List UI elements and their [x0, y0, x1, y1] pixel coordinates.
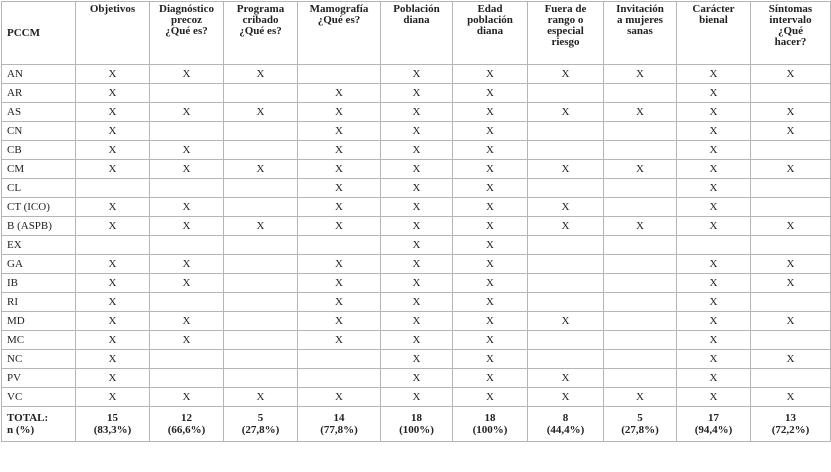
table-cell: X	[528, 217, 604, 236]
table-row	[2, 255, 831, 274]
table-cell: X	[76, 122, 150, 141]
table-cell	[224, 369, 298, 388]
table-cell	[224, 293, 298, 312]
table-cell: X	[76, 65, 150, 84]
table-cell	[528, 255, 604, 274]
table-cell: X	[150, 198, 224, 217]
table-cell	[224, 274, 298, 293]
table-cell: X	[381, 369, 453, 388]
table-cell: X	[381, 331, 453, 350]
table-cell	[751, 369, 831, 388]
table-cell: X	[453, 350, 528, 369]
table-cell: X	[528, 369, 604, 388]
table-cell	[528, 236, 604, 255]
table-cell: X	[453, 198, 528, 217]
table-row	[2, 198, 831, 217]
row-label: CB	[2, 141, 76, 160]
row-label: MC	[2, 331, 76, 350]
table-cell: X	[751, 65, 831, 84]
table-cell: X	[604, 217, 677, 236]
table-cell: X	[381, 274, 453, 293]
row-label: RI	[2, 293, 76, 312]
table-cell	[604, 350, 677, 369]
table-cell: X	[677, 65, 751, 84]
table-cell	[751, 141, 831, 160]
table-row	[2, 293, 831, 312]
table-cell: X	[76, 217, 150, 236]
table-cell	[150, 122, 224, 141]
table-cell	[604, 84, 677, 103]
table-cell	[677, 236, 751, 255]
total-cell: 5 (27,8%)	[604, 407, 677, 442]
table-cell: X	[453, 255, 528, 274]
row-label: AR	[2, 84, 76, 103]
table-cell: X	[453, 160, 528, 179]
table-cell: X	[751, 388, 831, 407]
table-cell: X	[298, 312, 381, 331]
table-cell: X	[453, 369, 528, 388]
table-cell	[604, 255, 677, 274]
table-cell: X	[453, 122, 528, 141]
table-cell: X	[381, 293, 453, 312]
table-cell: X	[298, 141, 381, 160]
table-cell	[751, 179, 831, 198]
header-poblacion-diana: Población diana	[381, 2, 453, 65]
table-cell	[224, 255, 298, 274]
table-cell: X	[751, 122, 831, 141]
table-header	[2, 2, 831, 65]
table-cell: X	[298, 274, 381, 293]
table-cell	[298, 65, 381, 84]
table-cell: X	[751, 217, 831, 236]
row-label: PV	[2, 369, 76, 388]
table-cell: X	[453, 312, 528, 331]
table-cell	[751, 331, 831, 350]
table-cell: X	[76, 103, 150, 122]
table-cell: X	[76, 141, 150, 160]
table-cell: X	[677, 84, 751, 103]
total-cell: 18 (100%)	[381, 407, 453, 442]
table-cell: X	[677, 141, 751, 160]
table-cell	[528, 350, 604, 369]
total-cell: 12 (66,6%)	[150, 407, 224, 442]
table-cell: X	[298, 179, 381, 198]
table-cell	[224, 236, 298, 255]
table-cell	[150, 369, 224, 388]
table-cell	[150, 236, 224, 255]
table-cell	[528, 274, 604, 293]
table-cell: X	[677, 160, 751, 179]
header-mamografia: Mamografía ¿Qué es?	[298, 2, 381, 65]
table-cell: X	[224, 65, 298, 84]
table-cell: X	[150, 312, 224, 331]
table-cell: X	[150, 331, 224, 350]
table-cell: X	[604, 388, 677, 407]
table-cell: X	[381, 103, 453, 122]
table-cell: X	[381, 65, 453, 84]
table-cell: X	[381, 122, 453, 141]
table-cell	[76, 179, 150, 198]
table-cell: X	[298, 217, 381, 236]
header-fuera-de-rango: Fuera de rango o especial riesgo	[528, 2, 604, 65]
table-cell: X	[528, 103, 604, 122]
table-cell: X	[453, 274, 528, 293]
table-cell	[528, 122, 604, 141]
table-row	[2, 350, 831, 369]
table-cell: X	[76, 293, 150, 312]
table-cell: X	[677, 388, 751, 407]
table-cell	[528, 179, 604, 198]
table-cell: X	[298, 331, 381, 350]
table-cell	[751, 293, 831, 312]
total-cell: 14 (77,8%)	[298, 407, 381, 442]
table-cell	[528, 84, 604, 103]
table-cell	[224, 198, 298, 217]
table-cell	[604, 179, 677, 198]
total-cell: 13 (72,2%)	[751, 407, 831, 442]
table-cell	[604, 293, 677, 312]
table-cell	[224, 141, 298, 160]
row-label: B (ASPB)	[2, 217, 76, 236]
table-cell: X	[677, 198, 751, 217]
table-cell	[604, 141, 677, 160]
table-cell: X	[76, 84, 150, 103]
table-cell: X	[453, 331, 528, 350]
table-cell: X	[298, 255, 381, 274]
table-cell	[150, 293, 224, 312]
table-cell: X	[381, 388, 453, 407]
table-cell: X	[76, 331, 150, 350]
header-edad-poblacion-diana: Edad población diana	[453, 2, 528, 65]
table-cell: X	[76, 369, 150, 388]
table-cell: X	[677, 179, 751, 198]
table-cell	[604, 236, 677, 255]
table-cell	[224, 179, 298, 198]
header-objetivos: Objetivos	[76, 2, 150, 65]
table-cell: X	[76, 274, 150, 293]
table-cell	[224, 312, 298, 331]
table-cell: X	[528, 388, 604, 407]
table-row	[2, 103, 831, 122]
table-cell: X	[76, 160, 150, 179]
table-cell: X	[677, 122, 751, 141]
table-cell: X	[150, 217, 224, 236]
table-cell: X	[150, 103, 224, 122]
table-cell: X	[381, 84, 453, 103]
table-cell	[604, 198, 677, 217]
table-cell: X	[528, 160, 604, 179]
table-cell: X	[381, 255, 453, 274]
table-cell: X	[528, 65, 604, 84]
row-label: IB	[2, 274, 76, 293]
table-cell: X	[150, 141, 224, 160]
header-row	[2, 2, 831, 65]
row-label: CN	[2, 122, 76, 141]
table-cell: X	[453, 179, 528, 198]
header-pccm: PCCM	[2, 2, 76, 65]
total-cell: 18 (100%)	[453, 407, 528, 442]
table-cell: X	[224, 160, 298, 179]
table-cell: X	[381, 350, 453, 369]
table-row	[2, 179, 831, 198]
table-cell: X	[150, 65, 224, 84]
row-label: CM	[2, 160, 76, 179]
table-cell: X	[751, 312, 831, 331]
row-label: CL	[2, 179, 76, 198]
table-cell: X	[150, 160, 224, 179]
table-cell: X	[298, 84, 381, 103]
table-body	[2, 65, 831, 407]
table-cell	[224, 331, 298, 350]
table-cell: X	[604, 160, 677, 179]
table-cell	[224, 350, 298, 369]
table-row	[2, 160, 831, 179]
table-cell: X	[453, 388, 528, 407]
table-cell	[150, 350, 224, 369]
row-label: GA	[2, 255, 76, 274]
table-cell: X	[453, 236, 528, 255]
table-cell: X	[453, 103, 528, 122]
table-cell: X	[298, 103, 381, 122]
table-cell	[298, 369, 381, 388]
table-cell: X	[677, 274, 751, 293]
table-cell	[528, 331, 604, 350]
table-cell: X	[76, 255, 150, 274]
table-cell	[76, 236, 150, 255]
table-cell: X	[604, 65, 677, 84]
table-cell	[528, 293, 604, 312]
table-cell	[604, 312, 677, 331]
table-cell	[604, 274, 677, 293]
table-cell: X	[298, 293, 381, 312]
header-caracter-bienal: Carácter bienal	[677, 2, 751, 65]
table-cell: X	[150, 255, 224, 274]
total-cell: 15 (83,3%)	[76, 407, 150, 442]
pccm-evaluation-table	[1, 1, 831, 442]
table-cell: X	[224, 103, 298, 122]
table-row	[2, 274, 831, 293]
table-cell: X	[677, 369, 751, 388]
table-cell	[751, 84, 831, 103]
table-cell: X	[751, 274, 831, 293]
table-cell: X	[751, 160, 831, 179]
header-diagnostico-precoz: Diagnóstico precoz ¿Qué es?	[150, 2, 224, 65]
table-cell: X	[381, 141, 453, 160]
table-cell: X	[751, 350, 831, 369]
row-label: EX	[2, 236, 76, 255]
table-row	[2, 312, 831, 331]
table-row	[2, 65, 831, 84]
row-label: MD	[2, 312, 76, 331]
table-cell: X	[677, 312, 751, 331]
table-cell	[604, 122, 677, 141]
table-cell: X	[677, 350, 751, 369]
table-cell: X	[381, 179, 453, 198]
row-label: VC	[2, 388, 76, 407]
table-cell	[751, 198, 831, 217]
total-row	[2, 407, 831, 442]
total-cell: 17 (94,4%)	[677, 407, 751, 442]
table-cell	[604, 331, 677, 350]
table-cell: X	[381, 217, 453, 236]
table-cell: X	[677, 217, 751, 236]
table-cell	[604, 369, 677, 388]
table-cell: X	[150, 388, 224, 407]
table-cell	[224, 84, 298, 103]
table-cell: X	[298, 160, 381, 179]
table-cell: X	[528, 198, 604, 217]
table-cell: X	[298, 198, 381, 217]
table-cell: X	[453, 141, 528, 160]
table-cell: X	[298, 388, 381, 407]
table-cell: X	[453, 65, 528, 84]
total-label: TOTAL: n (%)	[2, 407, 76, 442]
table-cell	[150, 84, 224, 103]
table-cell: X	[76, 198, 150, 217]
header-programa-cribado: Programa cribado ¿Qué es?	[224, 2, 298, 65]
header-invitacion-mujeres: Invitación a mujeres sanas	[604, 2, 677, 65]
table-cell: X	[76, 350, 150, 369]
table-cell	[224, 122, 298, 141]
table-cell: X	[381, 160, 453, 179]
table-cell: X	[677, 331, 751, 350]
table-cell: X	[76, 312, 150, 331]
table-row	[2, 388, 831, 407]
table-cell: X	[76, 388, 150, 407]
table-cell: X	[677, 293, 751, 312]
table-cell: X	[751, 255, 831, 274]
table-cell: X	[528, 312, 604, 331]
table-row	[2, 331, 831, 350]
row-label: NC	[2, 350, 76, 369]
table-cell: X	[751, 103, 831, 122]
table-cell: X	[298, 122, 381, 141]
table-cell: X	[677, 255, 751, 274]
table-row	[2, 122, 831, 141]
table-row	[2, 141, 831, 160]
row-label: CT (ICO)	[2, 198, 76, 217]
row-label: AN	[2, 65, 76, 84]
table-cell: X	[224, 388, 298, 407]
table-row	[2, 369, 831, 388]
table-cell: X	[150, 274, 224, 293]
table-cell: X	[604, 103, 677, 122]
header-sintomas-intervalo: Síntomas intervalo ¿Qué hacer?	[751, 2, 831, 65]
table-cell	[751, 236, 831, 255]
table-cell: X	[453, 84, 528, 103]
table-cell: X	[381, 198, 453, 217]
table-cell	[150, 179, 224, 198]
table-row	[2, 217, 831, 236]
table-cell: X	[224, 217, 298, 236]
table-row	[2, 236, 831, 255]
total-cell: 5 (27,8%)	[224, 407, 298, 442]
table-cell	[298, 236, 381, 255]
total-cell: 8 (44,4%)	[528, 407, 604, 442]
table-cell: X	[453, 293, 528, 312]
table-cell: X	[453, 217, 528, 236]
table-cell	[528, 141, 604, 160]
table-row	[2, 84, 831, 103]
table-footer	[2, 407, 831, 442]
table-cell	[298, 350, 381, 369]
table-cell: X	[677, 103, 751, 122]
table-cell: X	[381, 236, 453, 255]
row-label: AS	[2, 103, 76, 122]
table-cell: X	[381, 312, 453, 331]
